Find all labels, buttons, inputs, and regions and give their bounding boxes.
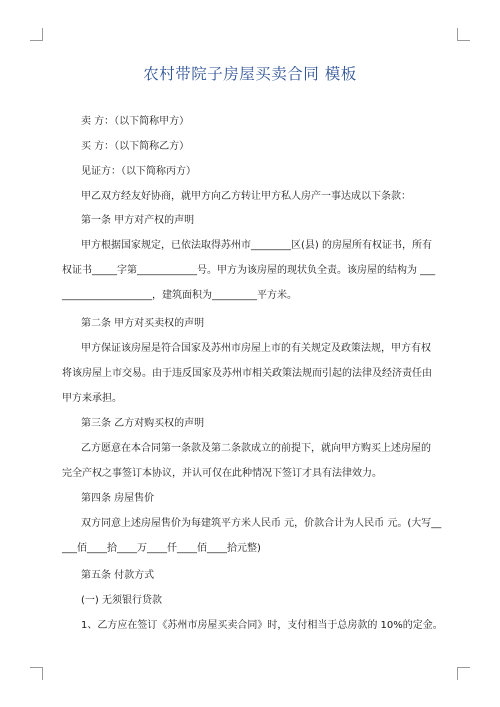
article-1-text-3: __________________，建筑面积为_________平方米。 [62, 290, 297, 301]
crop-mark-top-left [30, 28, 43, 41]
article-2-text-1: 甲方保证该房屋是符合国家及苏州市房屋上市的有关规定及政策法规，甲方有权 [81, 343, 431, 354]
article-1-heading: 第一条 甲方对产权的声明 [81, 215, 195, 226]
article-5-heading: 第五条 付款方式 [81, 570, 155, 581]
article-5-text-1: 1、乙方应在签订《苏州市房屋买卖合同》时，支付相当于总房款的 10%的定金。 [81, 620, 443, 631]
article-1-text-2: 权证书_____字第____________号。甲方为该房屋的现状负全责。该房屋的结构为 ___ [62, 265, 436, 276]
article-3-heading: 第三条 乙方对购买权的声明 [81, 418, 205, 429]
article-4-heading: 第四条 房屋售价 [81, 493, 155, 504]
article-1-text-1: 甲方根据国家规定，已依法取得苏州市________区(县) 的房屋所有权证书，所有 [81, 240, 432, 251]
crop-mark-bottom-right [457, 667, 470, 680]
document-title: 农村带院子房屋买卖合同 模板 [143, 65, 357, 83]
article-3-text-1: 乙方愿意在本合同第一条款及第二条款成立的前提下，就向甲方购买上述房屋的 [81, 443, 431, 454]
article-4-text-1: 双方同意上述房屋售价为每建筑平方米人民币 元，价款合计为人民币 元。(大写__ [81, 518, 442, 529]
buyer-line: 买 方：（以下简称乙方） [81, 141, 190, 152]
seller-line: 卖 方：（以下简称甲方） [81, 116, 190, 127]
crop-mark-top-right [457, 28, 470, 41]
article-2-text-3: 甲方来承担。 [62, 393, 122, 404]
article-5-subheading: (一) 无须银行贷款 [81, 595, 162, 606]
article-4-text-2: ___佰____拾____万____仟____佰____拾元整) [62, 543, 261, 554]
preamble-line: 甲乙双方经友好协商，就甲方向乙方转让甲方私人房产一事达成以下条款： [81, 191, 411, 202]
article-2-text-2: 将该房屋上市交易。由于违反国家及苏州市相关政策法规而引起的法律及经济责任由 [62, 368, 432, 379]
article-2-heading: 第二条 甲方对买卖权的声明 [81, 318, 205, 329]
article-3-text-2: 完全产权之事签订本协议，并认可仅在此种情况下签订才具有法律效力。 [62, 468, 382, 479]
crop-mark-bottom-left [30, 667, 43, 680]
witness-line: 见证方：（以下简称丙方） [81, 166, 196, 177]
